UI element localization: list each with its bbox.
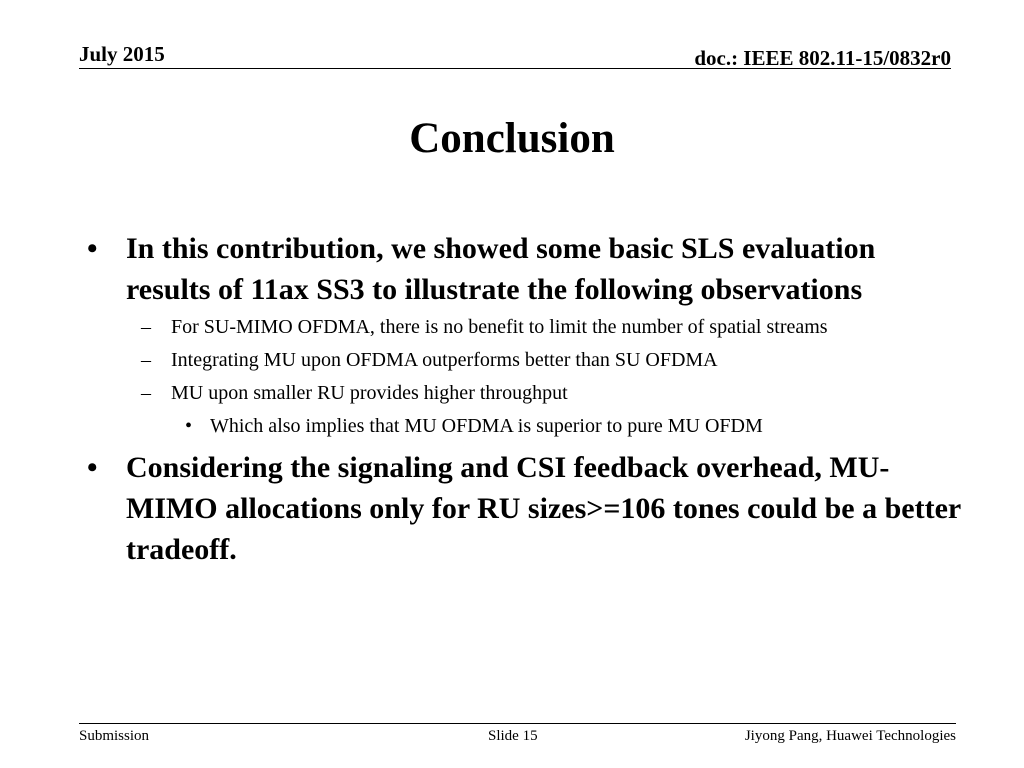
- footer-slide-number: Slide 15: [488, 728, 538, 744]
- header-divider: [79, 68, 951, 69]
- sub-bullet-item-1: [86, 311, 966, 344]
- sub-bullet-item-3: [86, 377, 966, 410]
- bullet-marker: •: [87, 451, 98, 484]
- sub-bullet-text: For SU-MIMO OFDMA, there is no benefit to limit the number of spatial streams: [171, 316, 828, 338]
- sub-sub-bullet-text: Which also implies that MU OFDMA is superior to pure MU OFDM: [210, 415, 763, 437]
- slide-title: Conclusion: [409, 115, 615, 162]
- dash-marker: –: [141, 316, 151, 338]
- header-date: July 2015: [79, 42, 165, 66]
- sub-bullet-item-2: [86, 344, 966, 377]
- bullet-item-1: [86, 228, 966, 310]
- header-doc-id: doc.: IEEE 802.11-15/0832r0: [694, 46, 951, 70]
- bullet-text: Considering the signaling and CSI feedback overhead, MU-MIMO allocations only for RU sizes>=106 tones could be a better tradeoff.: [126, 451, 961, 566]
- dash-marker: –: [141, 382, 151, 404]
- sub-sub-bullet-item-1: [86, 410, 966, 443]
- bullet-text: In this contribution, we showed some basic SLS evaluation results of 11ax SS3 to illustrate the following observations: [126, 232, 876, 306]
- dash-marker: –: [141, 349, 151, 371]
- bullet-marker: •: [87, 232, 98, 265]
- bullet-item-2: [86, 447, 966, 570]
- footer-author: Jiyong Pang, Huawei Technologies: [744, 728, 956, 744]
- footer-submission: Submission: [79, 728, 150, 744]
- bullet-marker: •: [185, 415, 193, 437]
- footer-divider: [79, 723, 956, 724]
- sub-bullet-text: MU upon smaller RU provides higher throughput: [171, 382, 568, 404]
- sub-bullet-text: Integrating MU upon OFDMA outperforms better than SU OFDMA: [171, 349, 718, 371]
- slide-body: [86, 228, 966, 570]
